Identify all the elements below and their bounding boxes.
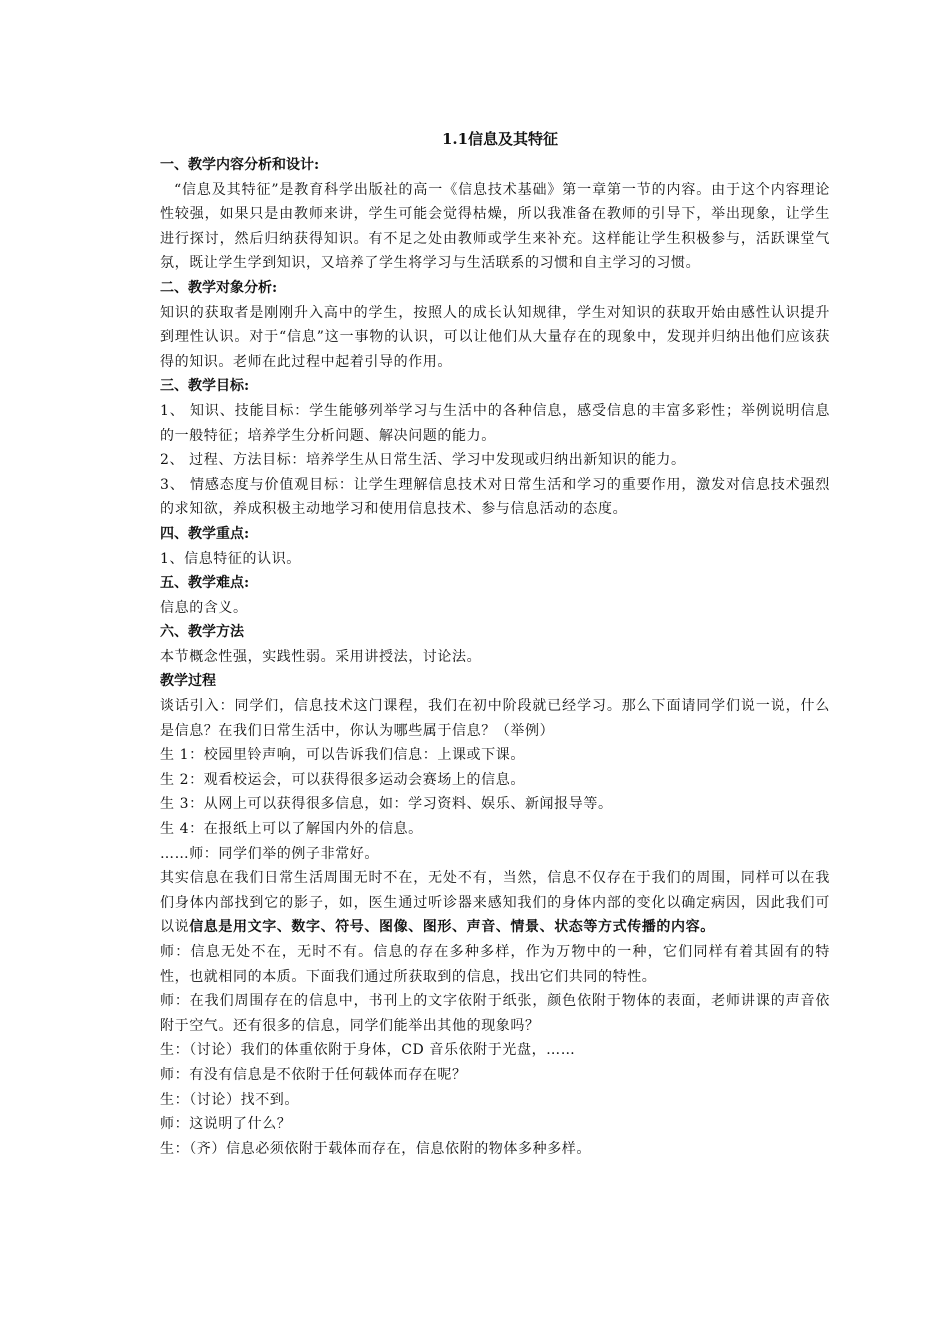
document-page [160,126,830,1161]
section-heading-key-points: 四、教学重点: [160,525,250,542]
goal-item-2: 2、 过程、方法目标：培养学生从日常生活、学习中发现或归纳出新知识的能力。 [160,452,686,469]
section-text-student-analysis: 知识的获取者是刚刚升入高中的学生，按照人的成长认知规律，学生对知识的获取开始由感性认识提升到理性认识。对于“信息”这一事物的认识，可以让他们从大量存在的现象中，发现并归纳出他们应该获得的知识。老师在此过程中起着引导的作用。 [160,304,830,370]
process-paragraph: 师：信息无处不在，无时不有。信息的存在多种多样，作为万物中的一种，它们同样有着其固有的特性，也就相同的本质。下面我们通过所获取到的信息，找出它们共同的特性。 [160,944,830,985]
process-paragraph-definition [160,866,830,940]
definition-lead-text: 其实信息在我们日常生活周围无时不在，无处不有，当然，信息不仅存在于我们的周围，同样可以在我们身体内部找到它的影子，如，医生通过听诊器来感知我们的身体内部的变化以确定病因，因此我们可以说 [160,870,830,936]
process-paragraph: 师：有没有信息是不依附于任何载体而存在呢？ [160,1066,467,1083]
process-paragraph: 生：（齐）信息必须依附于载体而存在，信息依附的物体多种多样。 [160,1140,591,1157]
process-paragraph: 师：在我们周围存在的信息中，书刊上的文字依附于纸张，颜色依附于物体的表面，老师讲课的声音依附于空气。还有很多的信息，同学们能举出其他的现象吗？ [160,993,830,1034]
definition-bold-text: 信息是用文字、数字、符号、图像、图形、声音、情景、状态等方式传播的内容。 [189,919,715,936]
document-title: 1.1信息及其特征 [441,130,559,148]
section-text-methods: 本节概念性强，实践性弱。采用讲授法，讨论法。 [160,648,482,665]
process-paragraph: ……师：同学们举的例子非常好。 [160,845,379,862]
process-paragraph: 生 2：观看校运会，可以获得很多运动会赛场上的信息。 [160,771,525,788]
process-paragraph: 生 4：在报纸上可以了解国内外的信息。 [160,821,423,838]
section-text-difficulties: 信息的含义。 [160,599,248,616]
section-heading-goals: 三、教学目标: [160,378,250,395]
process-paragraph: 生：（讨论）找不到。 [160,1091,299,1108]
process-paragraph: 生 1：校园里铃声响，可以告诉我们信息：上课或下课。 [160,747,525,764]
section-heading-process: 教学过程 [160,673,216,690]
section-text-key-points: 1、信息特征的认识。 [160,550,301,567]
section-heading-content-analysis: 一、教学内容分析和设计: [160,157,320,173]
section-heading-student-analysis: 二、教学对象分析: [160,279,278,296]
process-paragraph: 谈话引入：同学们，信息技术这门课程，我们在初中阶段就已经学习。那么下面请同学们说一说，什么是信息？在我们日常生活中，你认为哪些属于信息？（举例） [160,698,830,739]
process-paragraph: 师：这说明了什么？ [160,1116,292,1133]
section-heading-difficulties: 五、教学难点: [160,575,250,592]
section-text-content-analysis: “信息及其特征”是教育科学出版社的高一《信息技术基础》第一章第一节的内容。由于这个内容理论性较强，如果只是由教师来讲，学生可能会觉得枯燥，所以我准备在教师的引导下，举出现象，让学生进行探讨，然后归纳获得知识。有不足之处由教师或学生来补充。这样能让学生积极参与，活跃课堂气氛，既让学生学到知识，又培养了学生将学习与生活联系的习惯和自主学习的习惯。 [160,181,830,272]
goal-item-3: 3、 情感态度与价值观目标：让学生理解信息技术对日常生活和学习的重要作用，激发对信息技术强烈的求知欲，养成积极主动地学习和使用信息技术、参与信息活动的态度。 [160,476,830,518]
process-paragraph: 生：（讨论）我们的体重依附于身体，CD 音乐依附于光盘，…… [160,1042,576,1059]
goal-item-1: 1、 知识、技能目标：学生能够列举学习与生活中的各种信息，感受信息的丰富多彩性；举例说明信息的一般特征；培养学生分析问题、解决问题的能力。 [160,402,830,444]
section-heading-methods: 六、教学方法 [160,624,244,641]
process-paragraph: 生 3：从网上可以获得很多信息，如：学习资料、娱乐、新闻报导等。 [160,796,613,813]
